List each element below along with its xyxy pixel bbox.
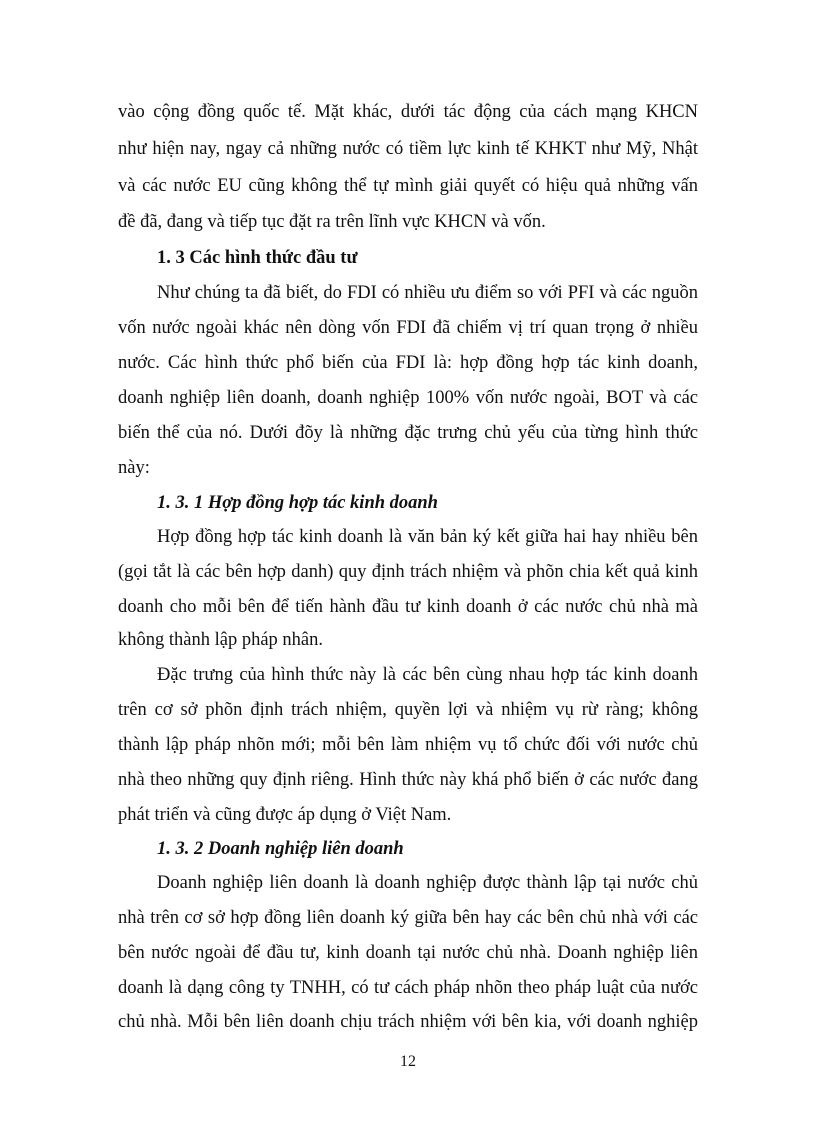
paragraph-line: thành lập pháp nhõn mới; mỗi bên làm nhiệm vụ tổ chức đối với nước chủ: [118, 735, 698, 755]
paragraph-line: nước. Các hình thức phổ biến của FDI là: hợp đồng hợp tác kinh doanh,: [118, 353, 698, 373]
paragraph-line: doanh nghiệp liên doanh, doanh nghiệp 100% vốn nước ngoài, BOT và các: [118, 388, 698, 408]
paragraph-line: doanh cho mỗi bên để tiến hành đầu tư kinh doanh ở các nước chủ nhà mà: [118, 597, 698, 617]
paragraph-line: trên cơ sở phõn định trách nhiệm, quyền lợi và nhiệm vụ rừ ràng; không: [118, 700, 698, 720]
paragraph-line: Doanh nghiệp liên doanh là doanh nghiệp được thành lập tại nước chủ: [157, 873, 698, 893]
subsection-heading: 1. 3. 1 Hợp đồng hợp tác kinh doanh: [157, 493, 438, 513]
paragraph-line: như hiện nay, ngay cả những nước có tiềm lực kinh tế KHKT như Mỹ, Nhật: [118, 139, 698, 159]
paragraph-line: chủ nhà. Mỗi bên liên doanh chịu trách nhiệm với bên kia, với doanh nghiệp: [118, 1012, 698, 1032]
section-heading: 1. 3 Các hình thức đầu tư: [157, 248, 358, 268]
paragraph-line: Hợp đồng hợp tác kinh doanh là văn bản ký kết giữa hai hay nhiều bên: [157, 527, 698, 547]
paragraph-line: Đặc trưng của hình thức này là các bên cùng nhau hợp tác kinh doanh: [157, 665, 698, 685]
paragraph-line: Như chúng ta đã biết, do FDI có nhiều ưu điểm so với PFI và các nguồn: [157, 283, 698, 303]
paragraph-line: phát triển và cũng được áp dụng ở Việt Nam.: [118, 805, 452, 825]
paragraph-line: không thành lập pháp nhân.: [118, 630, 323, 650]
paragraph-line: nhà trên cơ sở hợp đồng liên doanh ký giữa bên hay các bên chủ nhà với các: [118, 908, 698, 928]
page-number: 12: [400, 1053, 416, 1070]
paragraph-line: vốn nước ngoài khác nên dòng vốn FDI đã chiếm vị trí quan trọng ở nhiều: [118, 318, 698, 338]
paragraph-line: nhà theo những quy định riêng. Hình thức này khá phổ biến ở các nước đang: [118, 770, 698, 790]
paragraph-line: doanh là dạng công ty TNHH, có tư cách pháp nhõn theo pháp luật của nước: [118, 978, 698, 998]
subsection-heading: 1. 3. 2 Doanh nghiệp liên doanh: [157, 839, 404, 859]
paragraph-line: (gọi tắt là các bên hợp danh) quy định trách nhiệm và phõn chia kết quả kinh: [118, 562, 698, 582]
paragraph-line: bên nước ngoài để đầu tư, kinh doanh tại nước chủ nhà. Doanh nghiệp liên: [118, 943, 698, 963]
paragraph-line: này:: [118, 458, 150, 478]
paragraph-line: biến thể của nó. Dưới đõy là những đặc trưng chủ yếu của từng hình thức: [118, 423, 698, 443]
paragraph-line: và các nước EU cũng không thể tự mình giải quyết có hiệu quả những vấn: [118, 176, 698, 196]
paragraph-line: vào cộng đồng quốc tế. Mặt khác, dưới tác động của cách mạng KHCN: [118, 102, 698, 122]
paragraph-line: đề đã, đang và tiếp tục đặt ra trên lĩnh vực KHCN và vốn.: [118, 212, 546, 232]
